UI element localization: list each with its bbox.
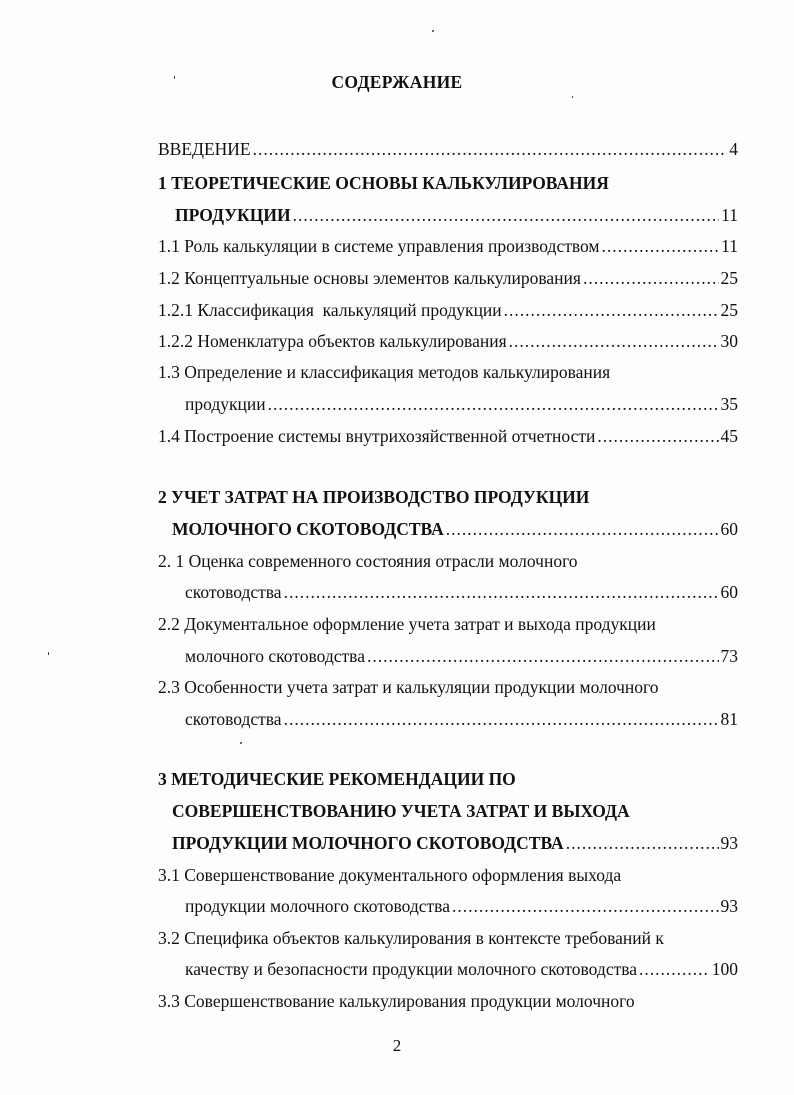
- toc-entry-page: 93: [720, 833, 738, 853]
- toc-entry-label: 1.2 Концептуальные основы элементов калькулирования: [158, 268, 581, 288]
- leader-dots: [602, 235, 720, 257]
- leader-dots: [268, 393, 719, 415]
- leader-dots: [504, 299, 719, 321]
- leader-dots: [253, 138, 728, 160]
- toc-chapter-3-line-2: СОВЕРШЕНСТВОВАНИЮ УЧЕТА ЗАТРАТ И ВЫХОДА: [172, 801, 630, 821]
- scan-speck: [48, 652, 49, 655]
- toc-entry-3-1-line-1: 3.1 Совершенствование документального оформления выхода: [158, 865, 622, 885]
- scan-speck: [572, 96, 573, 98]
- toc-entry-3-2-line-2: [185, 958, 738, 980]
- toc-entry-label: МОЛОЧНОГО СКОТОВОДСТВА: [172, 519, 444, 539]
- toc-entry-page: 30: [720, 331, 738, 351]
- scan-speck: [240, 742, 242, 744]
- leader-dots: [566, 832, 719, 854]
- toc-title: СОДЕРЖАНИЕ: [331, 72, 463, 92]
- toc-entry-2-1-line-2: [185, 581, 738, 603]
- toc-entry-1-4: [158, 425, 738, 447]
- toc-entry-2-3-line-1: 2.3 Особенности учета затрат и калькуляции продукции молочного: [158, 677, 659, 697]
- toc-entry-page: 25: [720, 300, 738, 320]
- toc-entry-1-2: [158, 267, 738, 289]
- toc-entry-label: 1.4 Построение системы внутрихозяйственной отчетности: [158, 426, 596, 446]
- toc-chapter-3-line-3: [172, 832, 738, 854]
- toc-entry-label: качеству и безопасности продукции молочного скотоводства: [185, 959, 638, 979]
- toc-entry-label: молочного скотоводства: [185, 646, 365, 666]
- toc-chapter-2-line-2: [172, 518, 738, 540]
- page-number: 2: [392, 1036, 402, 1055]
- leader-dots: [446, 518, 719, 540]
- leader-dots: [293, 204, 720, 226]
- leader-dots: [284, 581, 719, 603]
- toc-entry-label: ВВЕДЕНИЕ: [158, 139, 251, 159]
- toc-entry-3-1-line-2: [185, 895, 738, 917]
- toc-entry-page: 100: [711, 959, 738, 979]
- toc-entry-1-2-2: [158, 330, 738, 352]
- toc-entry-2-2-line-2: [185, 645, 738, 667]
- scan-speck: [174, 76, 175, 79]
- toc-entry-2-3-line-2: [185, 708, 738, 730]
- toc-entry-label: 1.2.2 Номенклатура объектов калькулирования: [158, 331, 507, 351]
- scan-speck: [432, 30, 434, 32]
- toc-entry-page: 45: [720, 426, 738, 446]
- toc-entry-1-2-1: [158, 299, 738, 321]
- leader-dots: [452, 895, 719, 917]
- toc-entry-label: скотоводства: [185, 709, 282, 729]
- toc-entry-page: 60: [720, 519, 738, 539]
- toc-entry-page: 93: [720, 896, 738, 916]
- toc-entry-3-3-line-1: 3.3 Совершенствование калькулирования продукции молочного: [158, 991, 635, 1011]
- toc-entry-1-1: [158, 235, 738, 257]
- toc-chapter-1-line-2: [175, 204, 738, 226]
- toc-entry-2-2-line-1: 2.2 Документальное оформление учета затрат и выхода продукции: [158, 614, 656, 634]
- toc-chapter-3-line-1: 3 МЕТОДИЧЕСКИЕ РЕКОМЕНДАЦИИ ПО: [158, 769, 516, 789]
- toc-entry-label: ПРОДУКЦИИ МОЛОЧНОГО СКОТОВОДСТВА: [172, 833, 564, 853]
- leader-dots: [509, 330, 719, 352]
- leader-dots: [597, 425, 718, 447]
- toc-entry-2-1-line-1: 2. 1 Оценка современного состояния отрасли молочного: [158, 551, 578, 571]
- toc-entry-page: 60: [720, 582, 738, 602]
- toc-chapter-2-line-1: 2 УЧЕТ ЗАТРАТ НА ПРОИЗВОДСТВО ПРОДУКЦИИ: [158, 487, 590, 507]
- leader-dots: [367, 645, 719, 667]
- toc-entry-label: ПРОДУКЦИИ: [175, 205, 291, 225]
- toc-entry-label: скотоводства: [185, 582, 282, 602]
- toc-entry-page: 11: [721, 236, 738, 256]
- toc-entry-page: 81: [720, 709, 738, 729]
- toc-entry-introduction: [158, 138, 738, 160]
- leader-dots: [583, 267, 719, 289]
- toc-entry-page: 4: [729, 139, 738, 159]
- toc-entry-page: 35: [720, 394, 738, 414]
- toc-entry-page: 73: [720, 646, 738, 666]
- toc-chapter-1-line-1: 1 ТЕОРЕТИЧЕСКИЕ ОСНОВЫ КАЛЬКУЛИРОВАНИЯ: [158, 173, 609, 193]
- toc-entry-label: продукции молочного скотоводства: [185, 896, 450, 916]
- toc-entry-label: 1.2.1 Классификация калькуляций продукции: [158, 300, 502, 320]
- toc-entry-1-3-line-2: [185, 393, 738, 415]
- leader-dots: [639, 958, 710, 980]
- toc-entry-label: продукции: [185, 394, 266, 414]
- toc-entry-page: 25: [720, 268, 738, 288]
- toc-entry-3-2-line-1: 3.2 Специфика объектов калькулирования в контексте требований к: [158, 928, 664, 948]
- toc-entry-label: 1.1 Роль калькуляции в системе управления производством: [158, 236, 600, 256]
- leader-dots: [284, 708, 719, 730]
- toc-entry-page: 11: [721, 205, 738, 225]
- toc-entry-1-3-line-1: 1.3 Определение и классификация методов калькулирования: [158, 362, 611, 382]
